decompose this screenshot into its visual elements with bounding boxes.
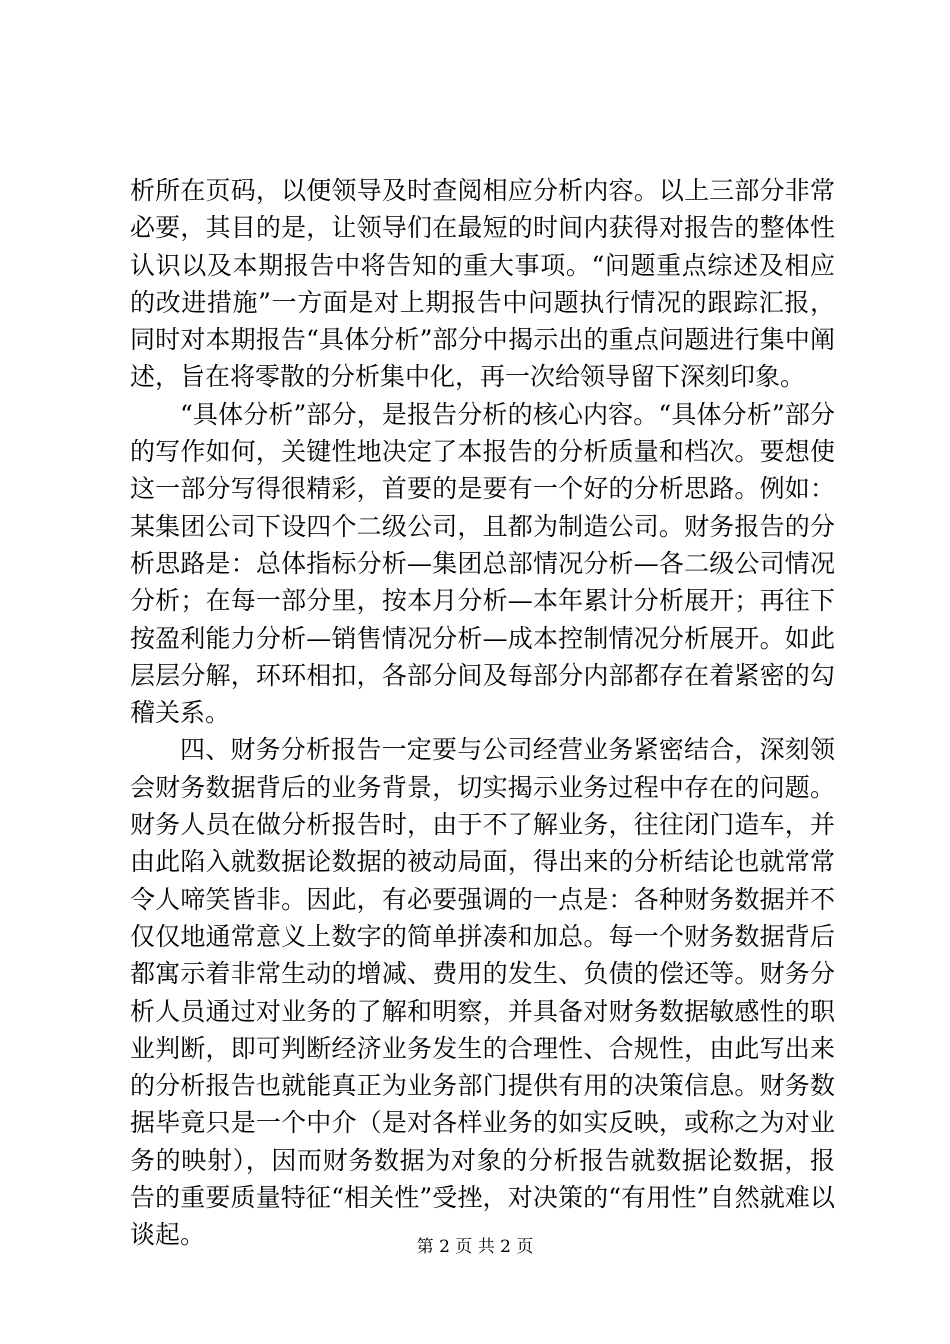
paragraph-1: 析所在页码，以便领导及时查阅相应分析内容。以上三部分非常必要，其目的是，让领导们在最短的时间内获得对报告的整体性认识以及本期报告中将告知的重大事项。“问题重点综述及相应的改进措施”一方面是对上期报告中问题执行情况的跟踪汇报，同时对本期报告“具体分析”部分中揭示出的重点问题进行集中阐述，旨在将零散的分析集中化，再一次给领导留下深刻印象。	[130, 176, 835, 392]
page-number: 第 2 页 共 2 页	[416, 1237, 534, 1257]
page-footer	[0, 1236, 950, 1258]
paragraph-2: “具体分析”部分，是报告分析的核心内容。“具体分析”部分的写作如何，关键性地决定了本报告的分析质量和档次。要想使这一部分写得很精彩，首要的是要有一个好的分析思路。例如：某集团公司下设四个二级公司，且都为制造公司。财务报告的分析思路是：总体指标分析—集团总部情况分析—各二级公司情况分析；在每一部分里，按本月分析—本年累计分析展开；再往下按盈利能力分析—销售情况分析—成本控制情况分析展开。如此层层分解，环环相扣，各部分间及每部分内部都存在着紧密的勾稽关系。	[130, 399, 835, 728]
paragraph-3: 四、财务分析报告一定要与公司经营业务紧密结合，深刻领会财务数据背后的业务背景，切实揭示业务过程中存在的问题。财务人员在做分析报告时，由于不了解业务，往往闭门造车，并由此陷入就数据论数据的被动局面，得出来的分析结论也就常常令人啼笑皆非。因此，有必要强调的一点是：各种财务数据并不仅仅地通常意义上数字的简单拼凑和加总。每一个财务数据背后都寓示着非常生动的增减、费用的发生、负债的偿还等。财务分析人员通过对业务的了解和明察，并具备对财务数据敏感性的职业判断，即可判断经济业务发生的合理性、合规性，由此写出来的分析报告也就能真正为业务部门提供有用的决策信息。财务数据毕竟只是一个中介（是对各样业务的如实反映，或称之为对业务的映射），因而财务数据为对象的分析报告就数据论数据，报告的重要质量特征“相关性”受挫，对决策的“有用性”自然就难以谈起。	[130, 735, 835, 1250]
document-body	[130, 172, 835, 1254]
